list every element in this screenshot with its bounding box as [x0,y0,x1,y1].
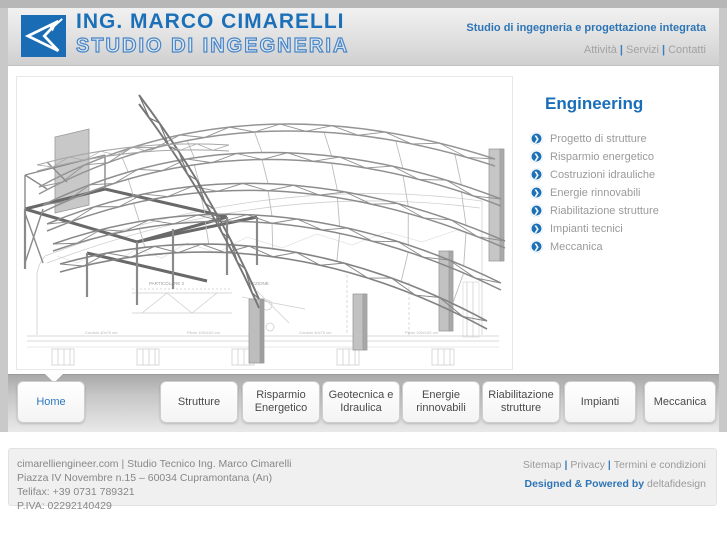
service-item-progetto-strutture[interactable] [530,132,715,145]
hero-structural-drawing [16,76,513,370]
service-label: Costruzioni idrauliche [550,168,656,181]
footer-contact-info [17,457,291,513]
footer-link-privacy[interactable]: Privacy [570,459,605,471]
roof-trusses [37,95,505,329]
nav-button-energie[interactable]: Energie rinnovabili [402,381,480,423]
credit-designed-by: Designed & Powered by [524,478,645,490]
service-item-energie-rinnovabili[interactable] [530,186,715,199]
concrete-columns [249,149,504,363]
main-content [8,66,719,374]
separator: | [607,459,611,471]
svg-text:Plinto 100x100 cm: Plinto 100x100 cm [187,330,220,335]
service-item-risparmio-energetico[interactable] [530,150,715,163]
header-links [584,44,706,56]
chevron-circle-icon: ❯ [530,240,543,253]
company-logo-icon[interactable] [21,15,66,57]
page-frame-top [0,0,727,8]
services-heading: Engineering [545,94,644,113]
svg-text:Plinto 100x100 cm: Plinto 100x100 cm [405,330,438,335]
svg-text:PARTICOLARE 2: PARTICOLARE 2 [149,281,185,286]
chevron-circle-icon: ❯ [530,222,543,235]
service-item-meccanica[interactable] [530,240,715,253]
service-label: Riabilitazione strutture [550,204,659,217]
nav-button-geotecnica[interactable]: Geotecnica e Idraulica [322,381,400,423]
site-title-line1: ING. MARCO CIMARELLI [76,10,345,33]
service-item-riabilitazione-strutture[interactable] [530,204,715,217]
svg-text:Cordolo 40x70 cm: Cordolo 40x70 cm [85,330,118,335]
svg-text:Cordolo 40x70 cm: Cordolo 40x70 cm [299,330,332,335]
nav-button-meccanica[interactable]: Meccanica [644,381,716,423]
site-title-line2: STUDIO DI INGEGNERIA [76,35,350,57]
service-label: Energie rinnovabili [550,186,641,199]
footer-links-area [523,459,706,490]
header-link-contatti[interactable]: Contatti [668,44,706,56]
service-label: Impianti tecnici [550,222,623,235]
service-label: Progetto di strutture [550,132,647,145]
chevron-circle-icon: ❯ [530,204,543,217]
footer-line-address: Piazza IV Novembre n.15 – 60034 Cupramontana (An) [17,472,273,484]
footer-link-sitemap[interactable]: Sitemap [522,459,562,471]
page-frame-left [0,8,8,432]
footer [8,448,717,512]
header-link-servizi[interactable]: Servizi [625,44,659,56]
page-frame-right [719,8,727,432]
nav-button-home[interactable]: Home [17,381,85,423]
bottom-navigation [8,374,719,432]
footer-credit [523,478,706,490]
structural-cad-drawing [17,77,512,369]
chevron-circle-icon: ❯ [530,168,543,181]
left-steel-frame [25,129,257,305]
header-tagline: Studio di ingegneria e progettazione integrata [466,22,706,34]
footer-link-termini[interactable]: Termini e condizioni [613,459,706,471]
chevron-circle-icon: ❯ [530,150,543,163]
logo-arrow-icon [24,18,63,54]
service-item-costruzioni-idrauliche[interactable] [530,168,715,181]
chevron-circle-icon: ❯ [530,132,543,145]
footer-line-phone: Telifax: +39 0731 789321 [17,486,135,498]
nav-button-strutture[interactable]: Strutture [160,381,238,423]
separator: | [564,459,568,471]
svg-text:SEZIONE: SEZIONE [249,281,269,286]
service-label: Meccanica [550,240,603,253]
nav-button-riabilitazione[interactable]: Riabilitazione strutture [482,381,560,423]
service-label: Risparmio energetico [550,150,654,163]
nav-button-risparmio[interactable]: Risparmio Energetico [242,381,320,423]
services-list [530,132,715,258]
footer-line-company: cimarelliengineer.com | Studio Tecnico Ing. Marco Cimarelli [17,458,292,470]
footer-links [523,459,706,471]
chevron-circle-icon: ❯ [530,186,543,199]
separator: | [619,44,623,56]
footer-line-piva: P.IVA: 02292140429 [17,500,112,512]
credit-studio-link[interactable]: deltafidesign [647,478,706,490]
separator: | [662,44,666,56]
nav-button-impianti[interactable]: Impianti [564,381,636,423]
service-item-impianti-tecnici[interactable] [530,222,715,235]
header-link-attivita[interactable]: Attività [583,44,617,56]
site-title [76,10,349,58]
header [8,8,719,66]
